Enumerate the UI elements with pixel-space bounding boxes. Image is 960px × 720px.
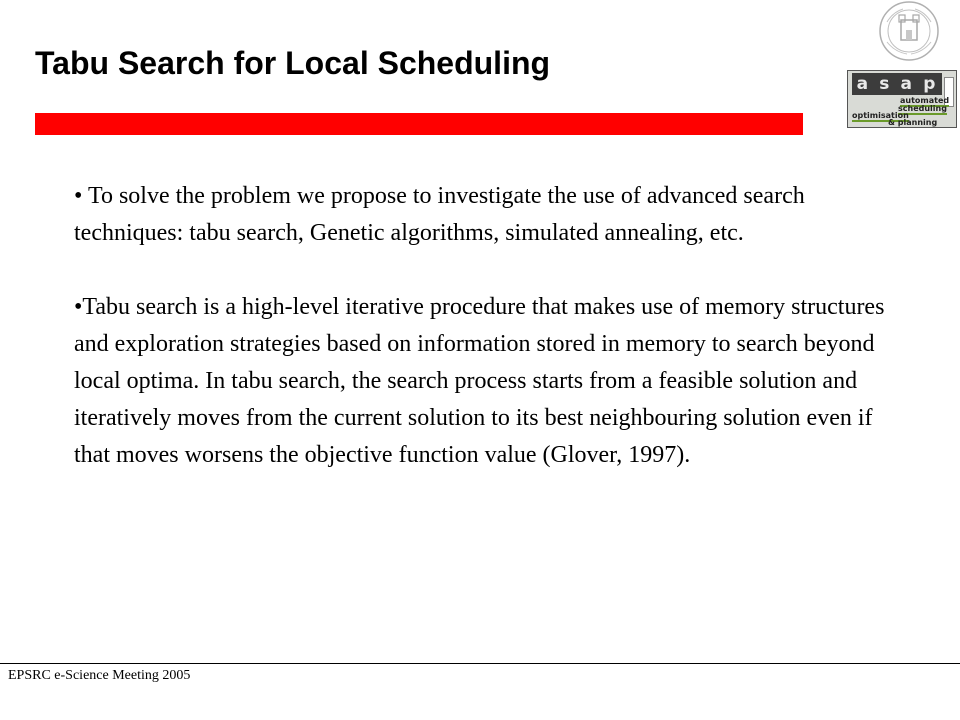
bullet-paragraph: •Tabu search is a high-level iterative procedure that makes use of memory structures and exploration strategies based on information stored in memory to search beyond local optima. In tabu search, the search process starts from a feasible solution and iteratively moves from the current solution to its best neighbouring solution even if that moves worsens the objective function value (Glover, 1997). (74, 294, 885, 468)
title-underline-bar (35, 113, 803, 135)
asap-letter: a (856, 74, 871, 94)
slide-footer: EPSRC e-Science Meeting 2005 (8, 668, 191, 683)
bullet-paragraph: • To solve the problem we propose to investigate the use of advanced search techniques: tabu search, Genetic algorithms, simulated annealing, etc. (74, 183, 805, 246)
slide-body (74, 178, 914, 474)
asap-line-automated: automated (900, 96, 950, 105)
slide-title: Tabu Search for Local Scheduling (35, 45, 551, 81)
asap-letter: s (879, 74, 892, 94)
asap-letter: p (923, 74, 938, 94)
university-seal-icon (873, 0, 945, 62)
asap-line-optimisation: optimisation (852, 111, 909, 120)
footer-divider (0, 663, 960, 664)
asap-logo (847, 70, 957, 128)
asap-logo-letters (852, 73, 942, 95)
asap-letter: a (900, 74, 915, 94)
asap-line-scheduling: scheduling (898, 104, 947, 113)
asap-line-planning: & planning (888, 118, 938, 127)
